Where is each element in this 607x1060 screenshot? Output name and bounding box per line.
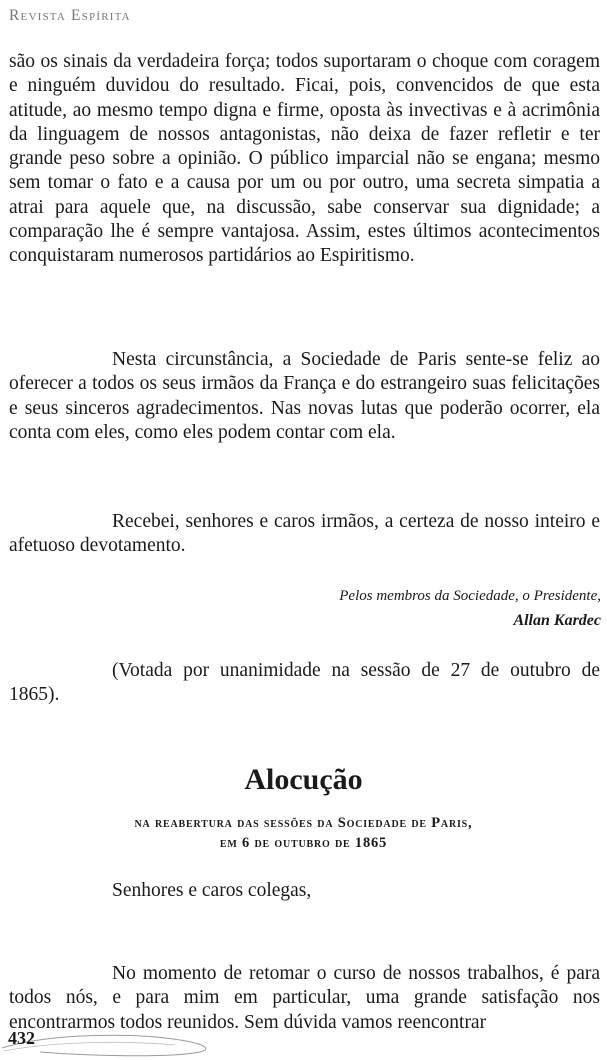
- section-title: Alocução: [244, 763, 363, 796]
- body-paragraph-1: são os sinais da verdadeira força; todos suportaram o choque com coragem e ninguém duvidou do resultado. Ficai, pois, convencidos de que esta atitude, ao mesmo tempo digna e firme, oposta às invectivas e à acrimônia da linguagem de nossos antagonistas, não deixa de fazer refletir e ter grande peso sobre a opinião. O público imparcial não se engana; mesmo sem tomar o fato e a causa por um ou por outro, uma secreta simpatia a atrai para aquele que, na discussão, sabe conservar sua dignidade; a comparação lhe é sempre vantajosa. Assim, estes últimos acontecimentos conquistaram numerosos partidários ao Espiritismo.: [9, 51, 600, 267]
- body-paragraph-5: No momento de retomar o curso de nossos trabalhos, é para todos nós, e para mim em particular, uma grande satisfação nos encontrarmos todos reunidos. Sem dúvida vamos reencontrar: [9, 963, 600, 1033]
- salutation: Senhores e caros colegas,: [112, 880, 312, 901]
- body-paragraph-3: Recebei, senhores e caros irmãos, a certeza de nosso inteiro e afetuoso devotamento.: [9, 511, 600, 557]
- section-subtitle: [0, 813, 607, 853]
- page-number: 432: [8, 1028, 35, 1048]
- running-header: Revista Espírita: [9, 7, 131, 24]
- vote-note-paragraph: (Votada por unanimidade na sessão de 27 de outubro de 1865).: [9, 660, 600, 706]
- body-paragraph-2: Nesta circunstância, a Sociedade de Paris sente-se feliz ao oferecer a todos os seus irmãos da França e do estrangeiro suas felicitações e seus sinceros agradecimentos. Nas novas lutas que poderão ocorrer, ela conta com eles, como eles podem contar com ela.: [9, 349, 600, 443]
- signature-name: Allan Kardec: [513, 612, 601, 629]
- section-subtitle-line-1: na reabertura das sessões da Sociedade de Paris,: [134, 815, 473, 831]
- section-subtitle-line-2: em 6 de outubro de 1865: [219, 835, 388, 851]
- signature-line: Pelos membros da Sociedade, o Presidente,: [339, 588, 601, 604]
